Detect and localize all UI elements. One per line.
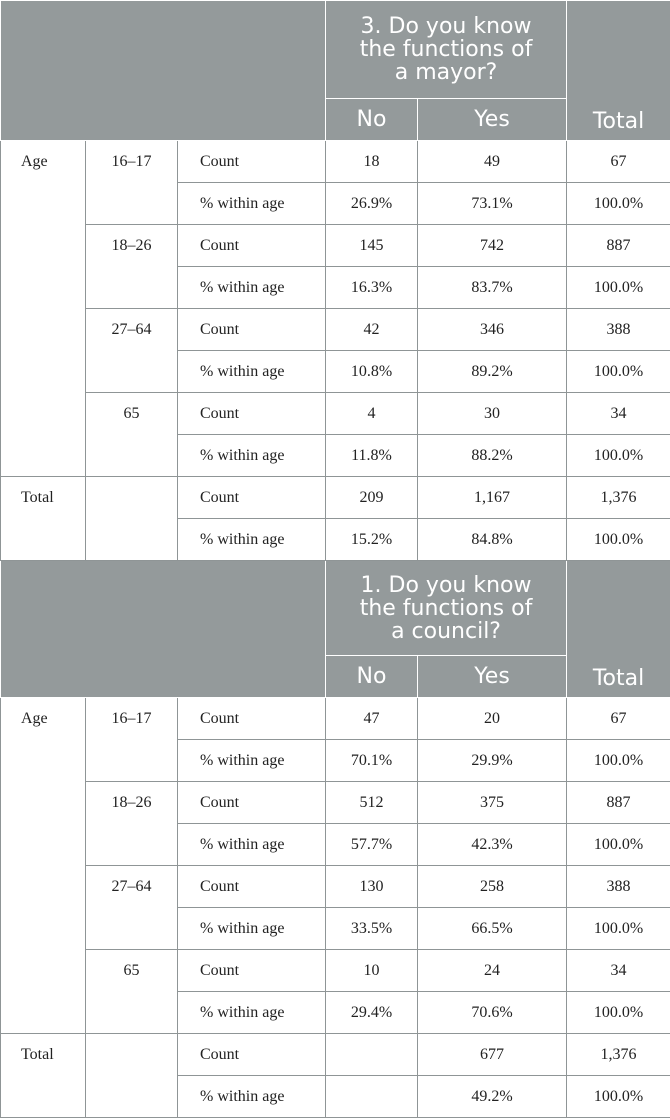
cell-no: 11.8% [326, 435, 418, 477]
question-header [326, 1, 567, 99]
cell-yes: 742 [418, 225, 567, 267]
question-line: 3. Do you know [360, 14, 532, 39]
cell-no [326, 1034, 418, 1076]
cell-no: 47 [326, 698, 418, 740]
statistic-label: Count [178, 782, 326, 824]
cell-total: 34 [567, 950, 670, 992]
cell-no: 209 [326, 477, 418, 519]
cell-total: 100.0% [567, 519, 670, 561]
table-row [1, 225, 670, 267]
cell-no: 10 [326, 950, 418, 992]
cell-yes: 20 [418, 698, 567, 740]
cell-no: 15.2% [326, 519, 418, 561]
age-band-label: 18–26 [86, 782, 178, 866]
cell-no [326, 1076, 418, 1118]
cell-yes: 375 [418, 782, 567, 824]
cell-no: 26.9% [326, 183, 418, 225]
cell-yes: 70.6% [418, 992, 567, 1034]
cell-yes: 42.3% [418, 824, 567, 866]
header-blank-cell [1, 1, 326, 141]
age-band-label: 27–64 [86, 309, 178, 393]
cell-yes: 89.2% [418, 351, 567, 393]
question-line: the functions of [359, 37, 533, 62]
cell-total: 1,376 [567, 1034, 670, 1076]
cell-total: 67 [567, 141, 670, 183]
cell-total: 1,376 [567, 477, 670, 519]
table-row [1, 1034, 670, 1076]
table-row [1, 477, 670, 519]
cell-yes: 24 [418, 950, 567, 992]
statistic-label: % within age [178, 740, 326, 782]
age-band-label: 18–26 [86, 225, 178, 309]
cell-total: 100.0% [567, 267, 670, 309]
cell-yes: 88.2% [418, 435, 567, 477]
statistic-label: % within age [178, 1076, 326, 1118]
section-mayor [1, 1, 670, 141]
question-header [326, 561, 567, 656]
column-header-no: No [326, 656, 418, 698]
age-band-label-empty [86, 1034, 178, 1118]
cell-total: 388 [567, 866, 670, 908]
age-band-label: 16–17 [86, 698, 178, 782]
cell-no: 4 [326, 393, 418, 435]
statistic-label: % within age [178, 908, 326, 950]
statistic-label: % within age [178, 267, 326, 309]
cell-total: 100.0% [567, 435, 670, 477]
statistic-label: % within age [178, 992, 326, 1034]
cell-total: 100.0% [567, 908, 670, 950]
age-band-label: 16–17 [86, 141, 178, 225]
cell-no: 145 [326, 225, 418, 267]
cell-yes: 677 [418, 1034, 567, 1076]
cell-yes: 73.1% [418, 183, 567, 225]
cell-yes: 49.2% [418, 1076, 567, 1118]
table-row [1, 309, 670, 351]
section-mayor-body [1, 141, 670, 561]
table-row [1, 393, 670, 435]
statistic-label: Count [178, 950, 326, 992]
cell-total: 100.0% [567, 1076, 670, 1118]
section-council [1, 561, 670, 698]
cell-no: 512 [326, 782, 418, 824]
column-header-yes: Yes [418, 99, 567, 141]
column-header-total: Total [567, 1, 670, 141]
age-band-label-empty [86, 477, 178, 561]
table-row [1, 866, 670, 908]
cell-total: 100.0% [567, 824, 670, 866]
question-line: 1. Do you know [360, 572, 532, 598]
cell-total: 388 [567, 309, 670, 351]
column-header-total: Total [567, 561, 670, 698]
cell-no: 10.8% [326, 351, 418, 393]
statistic-label: % within age [178, 351, 326, 393]
group-label-total: Total [1, 477, 86, 561]
cell-total: 100.0% [567, 351, 670, 393]
cell-no: 33.5% [326, 908, 418, 950]
cell-yes: 84.8% [418, 519, 567, 561]
cell-no: 70.1% [326, 740, 418, 782]
statistic-label: Count [178, 477, 326, 519]
table-row [1, 950, 670, 992]
cell-total: 100.0% [567, 992, 670, 1034]
statistic-label: % within age [178, 824, 326, 866]
column-header-no: No [326, 99, 418, 141]
table-row [1, 782, 670, 824]
question-line: a council? [391, 618, 501, 644]
statistic-label: Count [178, 1034, 326, 1076]
cell-no: 29.4% [326, 992, 418, 1034]
group-label-age: Age [1, 141, 86, 477]
statistic-label: % within age [178, 435, 326, 477]
statistic-label: % within age [178, 183, 326, 225]
age-band-label: 65 [86, 393, 178, 477]
cell-total: 887 [567, 225, 670, 267]
statistic-label: Count [178, 393, 326, 435]
cell-no: 16.3% [326, 267, 418, 309]
cell-yes: 258 [418, 866, 567, 908]
cell-yes: 66.5% [418, 908, 567, 950]
statistic-label: % within age [178, 519, 326, 561]
cell-yes: 30 [418, 393, 567, 435]
cell-yes: 29.9% [418, 740, 567, 782]
cell-no: 57.7% [326, 824, 418, 866]
statistic-label: Count [178, 225, 326, 267]
group-label-total: Total [1, 1034, 86, 1118]
section-council-body [1, 698, 670, 1118]
cell-no: 18 [326, 141, 418, 183]
cell-yes: 346 [418, 309, 567, 351]
cell-total: 887 [567, 782, 670, 824]
cell-no: 130 [326, 866, 418, 908]
table-row [1, 698, 670, 740]
header-blank-cell [1, 561, 326, 698]
question-line: the functions of [359, 595, 533, 621]
question-line: a mayor? [394, 60, 498, 85]
statistic-label: Count [178, 141, 326, 183]
cell-total: 100.0% [567, 183, 670, 225]
column-header-yes: Yes [418, 656, 567, 698]
age-band-label: 65 [86, 950, 178, 1034]
cell-yes: 83.7% [418, 267, 567, 309]
cell-total: 100.0% [567, 740, 670, 782]
cell-yes: 49 [418, 141, 567, 183]
statistic-label: Count [178, 309, 326, 351]
table-row [1, 141, 670, 183]
cell-total: 67 [567, 698, 670, 740]
group-label-age: Age [1, 698, 86, 1034]
statistic-label: Count [178, 698, 326, 740]
cell-yes: 1,167 [418, 477, 567, 519]
statistic-label: Count [178, 866, 326, 908]
age-band-label: 27–64 [86, 866, 178, 950]
cell-total: 34 [567, 393, 670, 435]
cell-no: 42 [326, 309, 418, 351]
